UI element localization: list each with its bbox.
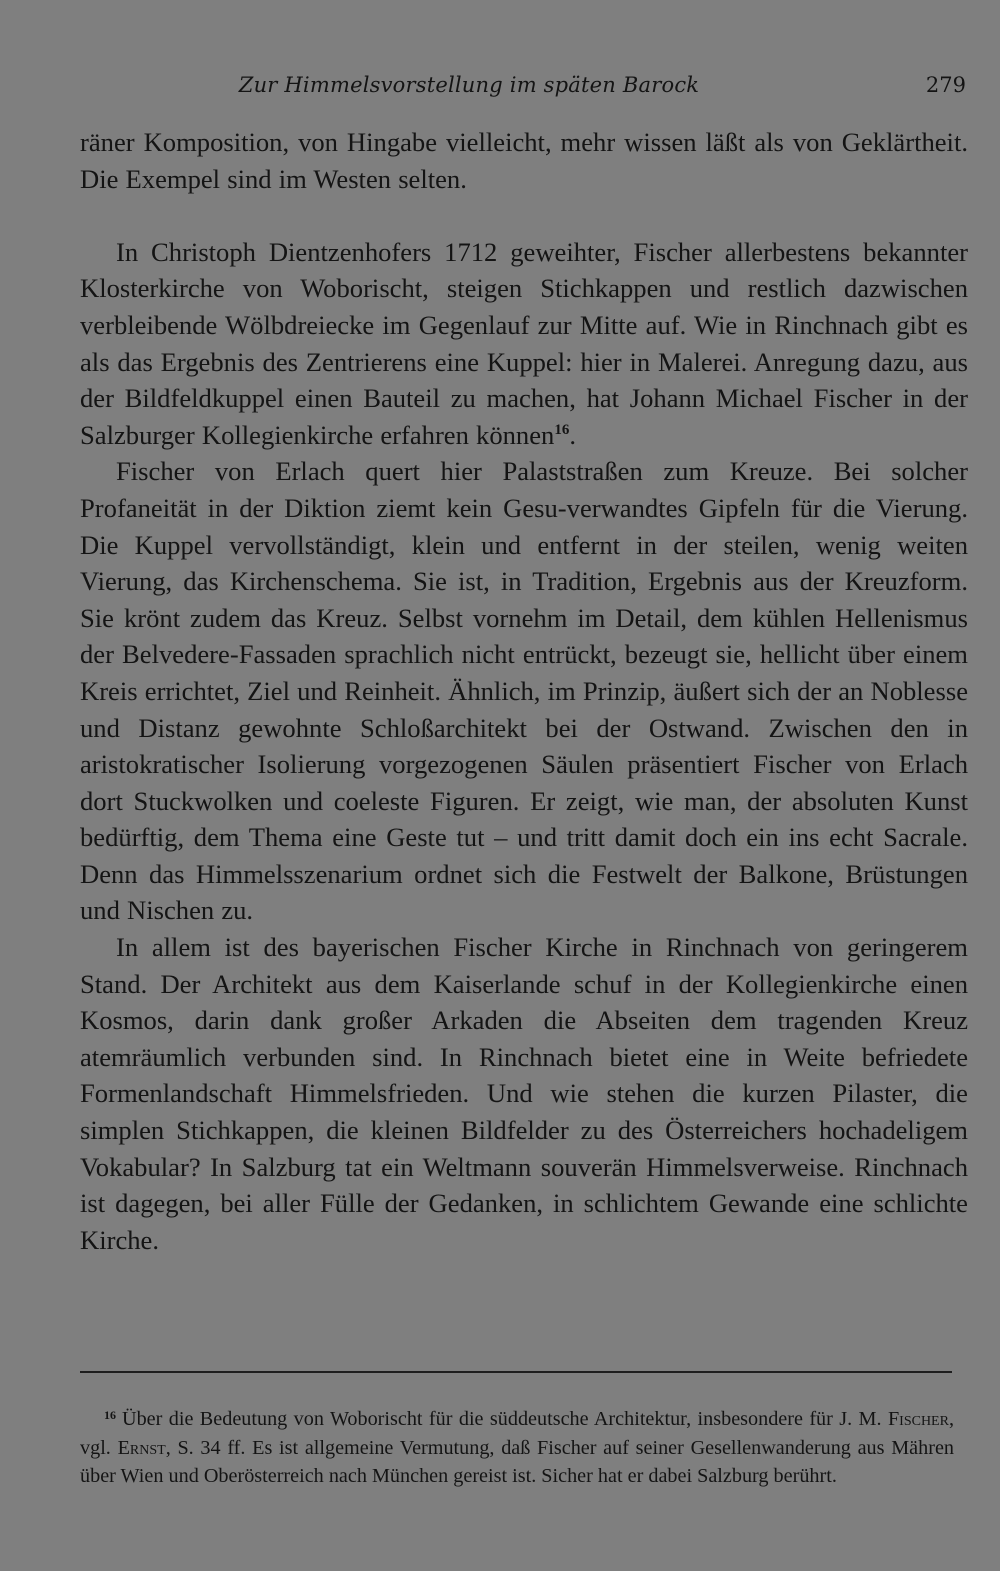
running-title: Zur Himmelsvorstellung im späten Barock — [238, 73, 700, 97]
paragraph-woborischt-text: In Christoph Dientzenhofers 1712 geweihter, Fischer allerbestens bekannter Klosterkirche von Woborischt, steigen Stichkappen und restlich dazwischen verbleibende Wölbdreiecke im Gegenlauf zur Mitte auf. Wie in Rinchnach gibt es als das Ergebnis des Zentrierens eine Kuppel: hier in Malerei. Anregung dazu, aus der Bildfeldkuppel einen Bauteil zu machen, hat Johann Michael Fischer in der Salzburger Kollegienkirche erfahren können — [80, 236, 968, 450]
footnote-text-c: , S. 34 ff. Es ist allgemeine Vermutung, daß Fischer auf seiner Gesellenwanderung aus Mähren über Wien und Oberösterreich nach München gereist ist. Sicher hat er dabei Salzburg berührt. — [80, 1436, 954, 1487]
footnote: 16 Über die Bedeutung von Woborischt für die süddeutsche Architektur, insbesondere für J. M. Fischer, vgl. Ernst, S. 34 ff. Es ist allgemeine Vermutung, daß Fischer auf seiner Gesellenwanderung aus Mähren über Wien und Oberösterreich nach München gereist ist. Sicher hat er dabei Salzburg berührt. — [80, 1408, 954, 1487]
footnote-name-fischer: Fischer — [887, 1408, 949, 1430]
footnote-text-b: , vgl. — [80, 1408, 954, 1459]
paragraph-rinchnach: In allem ist des bayerischen Fischer Kirche in Rinchnach von geringerem Stand. Der Architekt aus dem Kaiserlande schuf in der Kollegienkirche einen Kosmos, darin dank großer Arkaden die Abseiten dem tragenden Kreuz atemräumlich verbunden sind. In Rinchnach bietet eine in Weite befriedete Formenlandschaft Himmelsfrieden. Und wie stehen die kurzen Pilaster, die simplen Stichkappen, die kleinen Bildfelder zu des Österreichers hochadeligem Vokabular? In Salzburg tat ein Weltmann souverän Himmelsverweise. Rinchnach ist dagegen, bei aller Fülle der Gedanken, in schlichtem Gewande eine schlichte Kirche. — [80, 932, 968, 1255]
footnote-reference[interactable]: 16 — [554, 421, 570, 438]
paragraph-fischer-von-erlach: Fischer von Erlach quert hier Palaststraßen zum Kreuze. Bei solcher Profaneität in der Diktion ziemt kein Gesu-verwandtes Gipfeln für die Vierung. Die Kuppel vervollständigt, klein und entfernt in der steilen, wenig weiten Vierung, das Kirchenschema. Sie ist, in Tradition, Ergebnis aus der Kreuzform. Sie krönt zudem das Kreuz. Selbst vornehm im Detail, dem kühlen Hellenismus der Belvedere-Fassaden sprachlich nicht entrückt, bezeugt sie, hellicht über einem Kreis errichtet, Ziel und Reinheit. Ähnlich, im Prinzip, äußert sich der an Noblesse und Distanz gewohnte Schloßarchitekt bei der Ostwand. Zwischen den in aristokratischer Isolierung vorgezogenen Säulen präsentiert Fischer von Erlach dort Stuckwolken und coeleste Figuren. Er zeigt, wie man, der absoluten Kunst bedürftig, dem Thema eine Geste tut – und tritt damit doch ein ins echt Sacrale. Denn das Himmelsszenarium ordnet sich die Festwelt der Balkone, Brüstungen und Nischen zu. — [80, 456, 968, 926]
footnote-text-a: Über die Bedeutung von Woborischt für die süddeutsche Architektur, insbesondere für J. M. — [122, 1408, 888, 1430]
paragraph-continued: räner Komposition, von Hingabe vielleicht, mehr wissen läßt als von Geklärtheit. Die Exempel sind im Westen selten. — [80, 127, 968, 194]
paragraph-woborischt-end: . — [569, 419, 576, 450]
main-text — [80, 124, 968, 1258]
footnote-rule — [80, 1371, 952, 1373]
running-head — [80, 68, 968, 102]
paragraph-woborischt — [80, 234, 968, 454]
page-number: 279 — [925, 73, 966, 97]
footnote-name-ernst: Ernst — [117, 1436, 166, 1459]
